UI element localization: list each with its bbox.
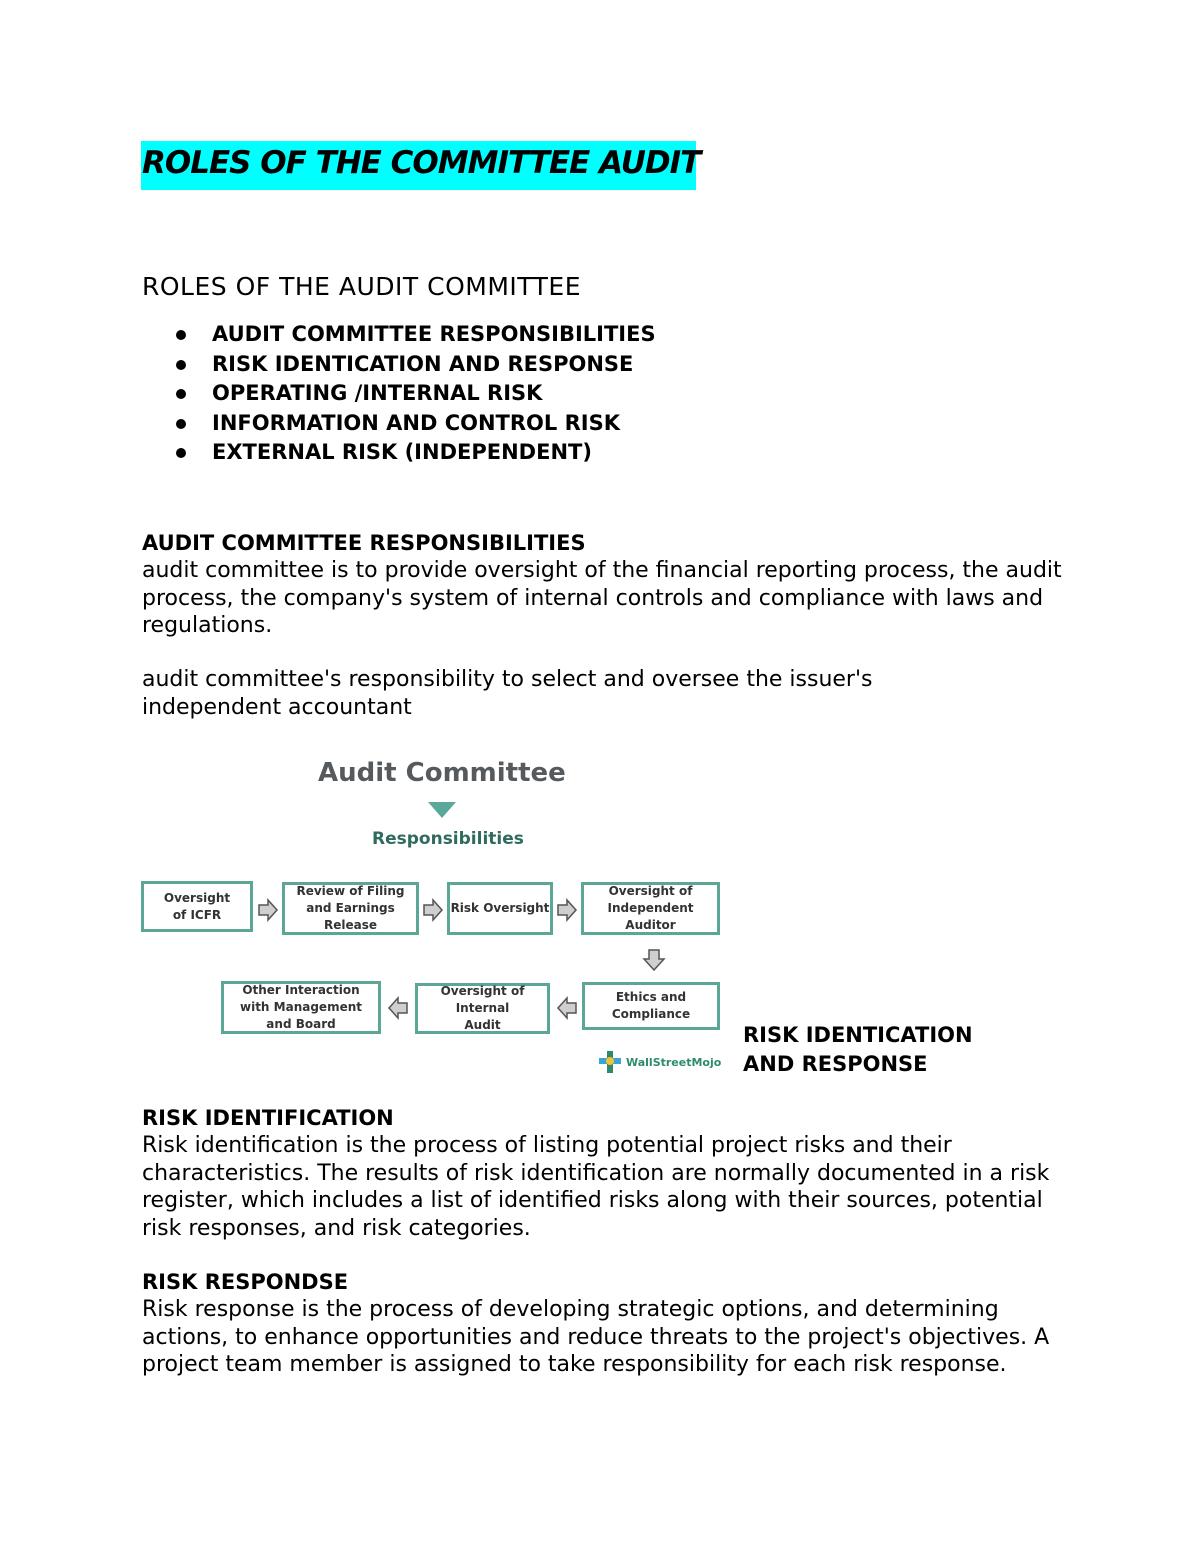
side-heading-line: RISK IDENTICATION [743,1023,973,1047]
responsibilities-paragraph: audit committee is to provide oversight of the financial reporting process, the audit process, the company's system of internal controls and compliance with laws and regulations. [142,558,1062,638]
box-other-interaction: Other Interaction with Management and Board [221,981,381,1034]
arrow-down-icon [642,948,666,972]
arrow-left-icon [387,996,409,1020]
section-heading: ROLES OF THE AUDIT COMMITTEE [142,272,581,301]
list-item: OPERATING /INTERNAL RISK [142,379,656,409]
topic-list [142,320,656,468]
wallstreetmojo-logo [598,1050,721,1074]
logo-text: WallStreetMojo [626,1055,722,1069]
logo-icon [598,1050,622,1074]
diagram-subtitle: Responsibilities [372,829,524,849]
bullet-icon [176,389,186,399]
box-ethics-compliance: Ethics and Compliance [582,982,720,1030]
arrow-right-icon [257,898,279,922]
risk-identification-heading: RISK IDENTIFICATION [142,1106,394,1130]
list-item: RISK IDENTICATION AND RESPONSE [142,350,656,380]
box-internal-audit: Oversight of Internal Audit [415,983,550,1034]
responsibilities-paragraph-2: audit committee's responsibility to select and oversee the issuer's independent accountant [142,667,873,720]
responsibilities-heading: AUDIT COMMITTEE RESPONSIBILITIES [142,531,586,555]
list-item: AUDIT COMMITTEE RESPONSIBILITIES [142,320,656,350]
arrow-right-icon [556,898,578,922]
risk-identification-paragraph: Risk identification is the process of listing potential project risks and their characteristics. The results of risk identification are normally documented in a risk register, which includes a list of identified risks along with their sources, potential risk responses, and risk categories. [142,1133,1050,1241]
box-oversight-icfr: Oversight of ICFR [141,881,253,932]
bullet-icon [176,448,186,458]
list-item: EXTERNAL RISK (INDEPENDENT) [142,438,656,468]
triangle-down-icon [428,802,456,818]
box-review-filing: Review of Filing and Earnings Release [282,882,419,935]
bullet-icon [176,330,186,340]
bullet-icon [176,419,186,429]
side-heading [743,1021,973,1079]
box-risk-oversight: Risk Oversight [447,882,553,935]
bullet-icon [176,360,186,370]
risk-response-paragraph: Risk response is the process of developing strategic options, and determining actions, to enhance opportunities and reduce threats to the project's objectives. A project team member is assigned to take responsibility for each risk response. [142,1297,1050,1377]
arrow-right-icon [422,898,444,922]
diagram-title: Audit Committee [318,758,566,788]
arrow-left-icon [556,996,578,1020]
audit-committee-diagram [140,750,730,1085]
risk-response-heading: RISK RESPONDSE [142,1270,349,1294]
page-title: ROLES OF THE COMMITTEE AUDIT [142,145,701,181]
side-heading-line: AND RESPONSE [743,1052,928,1076]
list-item: INFORMATION AND CONTROL RISK [142,409,656,439]
box-independent-auditor: Oversight of Independent Auditor [581,882,720,935]
